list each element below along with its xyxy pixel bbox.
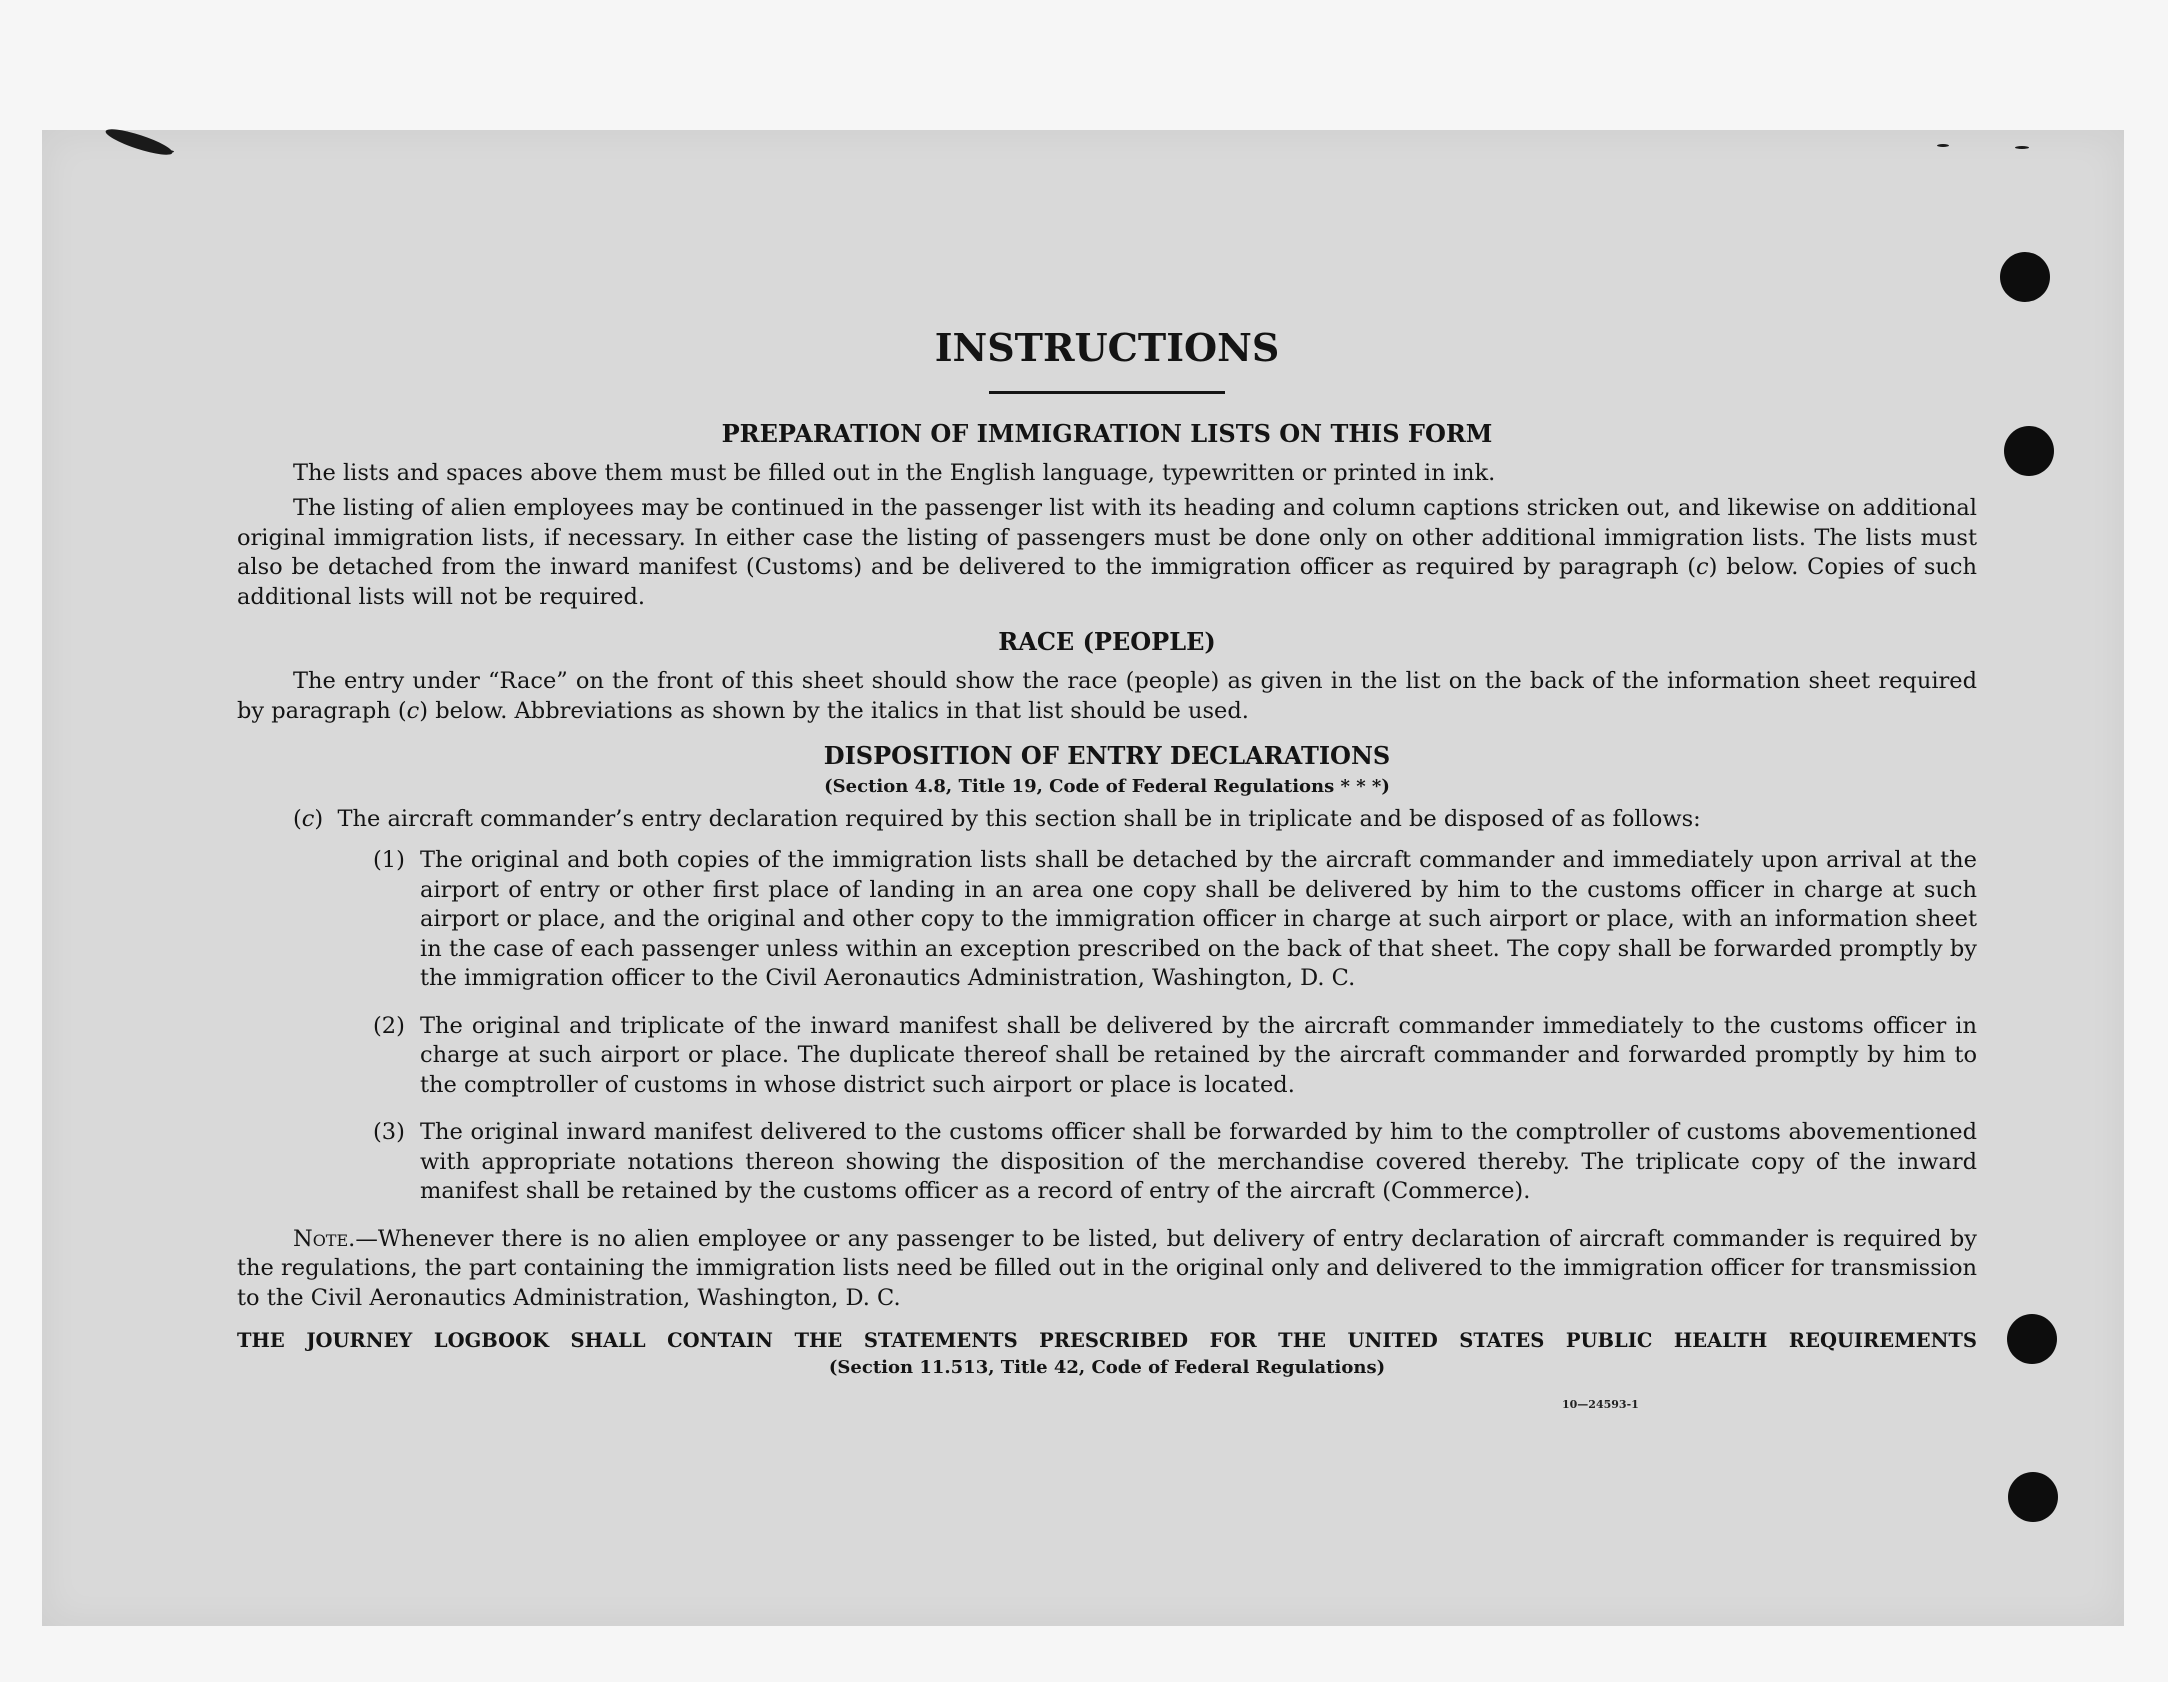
race-text-b: ) below. Abbreviations as shown by the italics in that list should be used.: [419, 697, 1249, 724]
document-sheet: [42, 130, 2124, 1626]
list-item: [237, 1118, 1977, 1207]
item-number: (3): [373, 1119, 405, 1146]
health-requirements-line: THE JOURNEY LOGBOOK SHALL CONTAIN THE STATEMENTS PRESCRIBED FOR THE UNITED STATES PUBLIC HEALTH REQUIREMENTS: [237, 1329, 1977, 1353]
punch-hole: [2000, 252, 2050, 302]
note-text: —Whenever there is no alien employee or any passenger to be listed, but delivery of entry declaration of aircraft commander is required by the regulations, the part containing the immigration lists need be filled out in the original only and delivered to the immigration officer for transmission to the Civil Aeronautics Administration, Washington, D. C.: [237, 1225, 1977, 1311]
paragraph-c-ref: c: [406, 697, 420, 724]
paragraph-c-ref: c: [1696, 554, 1709, 581]
list-item: [237, 846, 1977, 994]
clause-letter: c: [301, 805, 315, 832]
preparation-p2-text-b: ) below. Copies of such additional lists will not be required.: [237, 554, 1977, 610]
edge-smudge: [160, 150, 174, 153]
item-number: (1): [373, 847, 405, 874]
clause-c: [293, 805, 1977, 835]
item-text: The original and triplicate of the inward manifest shall be delivered by the aircraft commander immediately to the customs officer in charge at such airport or place. The duplicate thereof shall be retained by the aircraft commander and forwarded promptly by him to the comptroller of customs in whose district such airport or place is located.: [420, 1012, 1977, 1098]
instructions-text: [237, 325, 1977, 1380]
note-paragraph: [237, 1225, 1977, 1314]
race-text-a: The entry under “Race” on the front of this sheet should show the race (people) as given in the list on the back of the information sheet required by paragraph (: [237, 668, 1977, 724]
race-paragraph: [237, 667, 1977, 726]
item-text: The original inward manifest delivered to the customs officer shall be forwarded by him to the comptroller of customs abovementioned with appropriate notations thereon showing the disposition of the merchandise covered thereby. The triplicate copy of the inward manifest shall be retained by the customs officer as a record of entry of the aircraft (Commerce).: [420, 1119, 1977, 1205]
title-rule: [989, 391, 1225, 394]
disposition-heading: DISPOSITION OF ENTRY DECLARATIONS: [823, 741, 1391, 771]
preparation-paragraph-1: The lists and spaces above them must be filled out in the English language, typewritten or printed in ink.: [293, 459, 1496, 486]
preparation-paragraph-2: [237, 494, 1977, 612]
preparation-heading: PREPARATION OF IMMIGRATION LISTS ON THIS FORM: [721, 418, 1493, 448]
item-text: The original and both copies of the immigration lists shall be detached by the aircraft commander and immediately upon arrival at the airport of entry or other first place of landing in an area one copy shall be delivered by him to the customs officer in charge at such airport or place, and the original and other copy to the immigration officer in charge at such airport or place, with an information sheet in the case of each passenger unless within an exception prescribed on the back of that sheet. The copy shall be forwarded promptly by the immigration officer to the Civil Aeronautics Administration, Washington, D. C.: [420, 847, 1977, 992]
punch-hole: [2007, 1314, 2057, 1364]
form-number: 10—24593-1: [1562, 1398, 1639, 1411]
preparation-p2-text-a: The listing of alien employees may be continued in the passenger list with its heading and column captions stricken out, and likewise on additional original immigration lists, if necessary. In either case the listing of passengers must be done only on other additional immigration lists. The lists must also be detached from the inward manifest (Customs) and be delivered to the immigration officer as required by paragraph (: [237, 495, 1977, 581]
page-title: INSTRUCTIONS: [934, 325, 1280, 370]
punch-hole: [2008, 1472, 2058, 1522]
race-heading: RACE (PEOPLE): [998, 627, 1216, 657]
edge-smudge: [2015, 146, 2029, 149]
punch-hole: [2004, 426, 2054, 476]
edge-smudge: [104, 125, 175, 160]
disposition-citation: (Section 4.8, Title 19, Code of Federal Regulations * * *): [824, 775, 1390, 797]
note-label: Note.: [293, 1225, 356, 1252]
clause-text: The aircraft commander’s entry declaration required by this section shall be in triplicate and be disposed of as follows:: [337, 805, 1701, 832]
clause-close: ): [314, 805, 324, 832]
edge-smudge: [1937, 144, 1949, 147]
health-citation: (Section 11.513, Title 42, Code of Federal Regulations): [828, 1356, 1386, 1378]
list-item: [237, 1012, 1977, 1101]
item-number: (2): [373, 1012, 405, 1039]
clause-open: (: [293, 805, 302, 832]
